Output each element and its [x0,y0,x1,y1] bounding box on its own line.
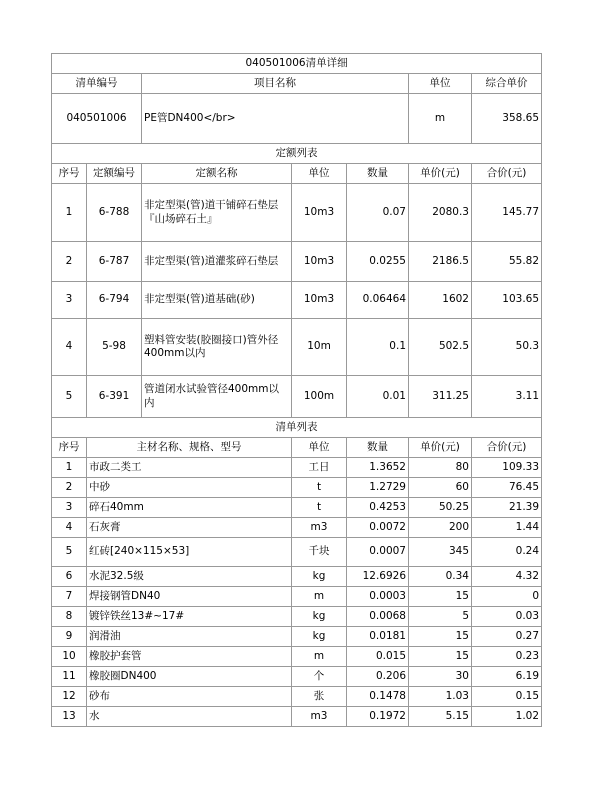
material-header-row [52,438,542,458]
material-col-name: 主材名称、规格、型号 [87,438,292,458]
material-total: 1.02 [472,707,542,727]
quota-name: 非定型渠(管)道灌浆碎石垫层 [142,242,292,282]
material-row [52,498,542,518]
material-price: 60 [409,478,472,498]
quota-no: 2 [52,242,87,282]
quota-row [52,184,542,242]
material-name: 水泥32.5级 [87,567,292,587]
quota-header-row [52,164,542,184]
material-no: 6 [52,567,87,587]
quota-no: 3 [52,282,87,319]
quota-col-no: 序号 [52,164,87,184]
material-no: 2 [52,478,87,498]
material-row [52,607,542,627]
quota-code: 6-391 [87,376,142,418]
material-name: 镀锌铁丝13#~17# [87,607,292,627]
material-name: 焊接钢管DN40 [87,587,292,607]
material-row [52,567,542,587]
material-row [52,458,542,478]
material-no: 9 [52,627,87,647]
material-col-price: 单价(元) [409,438,472,458]
material-total: 0.03 [472,607,542,627]
material-row [52,538,542,567]
quota-price: 1602 [409,282,472,319]
material-name: 碎石40mm [87,498,292,518]
material-price: 30 [409,667,472,687]
material-price: 200 [409,518,472,538]
material-unit: m [292,647,347,667]
material-qty: 0.1972 [347,707,409,727]
material-row [52,478,542,498]
material-price: 1.03 [409,687,472,707]
quota-qty: 0.07 [347,184,409,242]
quota-section-title: 定额列表 [52,144,542,164]
material-total: 0.23 [472,647,542,667]
quota-total: 103.65 [472,282,542,319]
material-unit: m3 [292,707,347,727]
material-unit: kg [292,627,347,647]
material-unit: m3 [292,518,347,538]
material-row [52,627,542,647]
item-name: PE管DN400</br> [142,94,409,144]
material-name: 市政二类工 [87,458,292,478]
material-section-row [52,418,542,438]
material-row [52,707,542,727]
material-price: 15 [409,647,472,667]
material-price: 15 [409,587,472,607]
item-row [52,94,542,144]
material-price: 345 [409,538,472,567]
material-no: 4 [52,518,87,538]
quota-total: 3.11 [472,376,542,418]
material-no: 5 [52,538,87,567]
material-qty: 0.0068 [347,607,409,627]
code-header: 清单编号 [52,74,142,94]
material-total: 0.24 [472,538,542,567]
bill-detail-table [51,53,542,727]
material-row [52,518,542,538]
material-total: 21.39 [472,498,542,518]
material-price: 15 [409,627,472,647]
quota-qty: 0.1 [347,319,409,376]
quota-col-total: 合价(元) [472,164,542,184]
material-price: 0.34 [409,567,472,587]
material-row [52,647,542,667]
material-price: 80 [409,458,472,478]
item-unit: m [409,94,472,144]
material-no: 12 [52,687,87,707]
quota-unit: 10m3 [292,282,347,319]
material-price: 5.15 [409,707,472,727]
material-qty: 1.3652 [347,458,409,478]
material-total: 76.45 [472,478,542,498]
quota-unit: 10m3 [292,242,347,282]
material-unit: 张 [292,687,347,707]
material-no: 11 [52,667,87,687]
item-code: 040501006 [52,94,142,144]
material-unit: m [292,587,347,607]
material-total: 0.27 [472,627,542,647]
quota-name: 管道闭水试验管径400mm以内 [142,376,292,418]
material-unit: kg [292,567,347,587]
name-header: 项目名称 [142,74,409,94]
material-total: 1.44 [472,518,542,538]
material-unit: t [292,498,347,518]
material-no: 3 [52,498,87,518]
quota-name: 塑料管安装(胶圈接口)管外径400mm以内 [142,319,292,376]
material-no: 10 [52,647,87,667]
material-total: 109.33 [472,458,542,478]
quota-unit: 10m3 [292,184,347,242]
quota-unit: 100m [292,376,347,418]
material-no: 1 [52,458,87,478]
quota-col-name: 定额名称 [142,164,292,184]
quota-total: 55.82 [472,242,542,282]
quota-unit: 10m [292,319,347,376]
material-name: 橡胶护套管 [87,647,292,667]
material-name: 中砂 [87,478,292,498]
quota-col-qty: 数量 [347,164,409,184]
material-no: 7 [52,587,87,607]
title-row [52,54,542,74]
material-qty: 0.4253 [347,498,409,518]
material-name: 水 [87,707,292,727]
material-qty: 0.0072 [347,518,409,538]
quota-no: 1 [52,184,87,242]
material-unit: 千块 [292,538,347,567]
material-col-qty: 数量 [347,438,409,458]
material-name: 红砖[240×115×53] [87,538,292,567]
material-qty: 0.206 [347,667,409,687]
quota-row [52,319,542,376]
material-name: 润滑油 [87,627,292,647]
quota-col-price: 单价(元) [409,164,472,184]
price-header: 综合单价 [472,74,542,94]
material-price: 50.25 [409,498,472,518]
material-total: 0 [472,587,542,607]
quota-code: 5-98 [87,319,142,376]
sheet-title: 040501006清单详细 [52,54,542,74]
quota-col-code: 定额编号 [87,164,142,184]
material-unit: kg [292,607,347,627]
quota-qty: 0.0255 [347,242,409,282]
material-total: 0.15 [472,687,542,707]
quota-total: 50.3 [472,319,542,376]
quota-section-row [52,144,542,164]
material-no: 8 [52,607,87,627]
material-unit: 工日 [292,458,347,478]
quota-code: 6-787 [87,242,142,282]
material-total: 4.32 [472,567,542,587]
material-col-unit: 单位 [292,438,347,458]
material-qty: 0.0181 [347,627,409,647]
material-row [52,587,542,607]
material-unit: 个 [292,667,347,687]
quota-row [52,282,542,319]
material-row [52,687,542,707]
material-unit: t [292,478,347,498]
quota-col-unit: 单位 [292,164,347,184]
quota-total: 145.77 [472,184,542,242]
quota-qty: 0.01 [347,376,409,418]
material-name: 橡胶圈DN400 [87,667,292,687]
material-price: 5 [409,607,472,627]
quota-price: 502.5 [409,319,472,376]
material-no: 13 [52,707,87,727]
quota-row [52,376,542,418]
material-qty: 0.0003 [347,587,409,607]
material-qty: 0.1478 [347,687,409,707]
material-name: 石灰膏 [87,518,292,538]
quota-qty: 0.06464 [347,282,409,319]
quota-name: 非定型渠(管)道基础(砂) [142,282,292,319]
item-header-row [52,74,542,94]
quota-no: 5 [52,376,87,418]
material-col-total: 合价(元) [472,438,542,458]
quota-code: 6-788 [87,184,142,242]
quota-price: 2186.5 [409,242,472,282]
quota-price: 2080.3 [409,184,472,242]
material-qty: 1.2729 [347,478,409,498]
quota-code: 6-794 [87,282,142,319]
material-col-no: 序号 [52,438,87,458]
material-name: 砂布 [87,687,292,707]
quota-row [52,242,542,282]
material-section-title: 清单列表 [52,418,542,438]
quota-no: 4 [52,319,87,376]
material-qty: 0.015 [347,647,409,667]
material-row [52,667,542,687]
quota-price: 311.25 [409,376,472,418]
material-qty: 12.6926 [347,567,409,587]
material-total: 6.19 [472,667,542,687]
quota-name: 非定型渠(管)道干铺碎石垫层『山场碎石土』 [142,184,292,242]
item-price: 358.65 [472,94,542,144]
unit-header: 单位 [409,74,472,94]
material-qty: 0.0007 [347,538,409,567]
